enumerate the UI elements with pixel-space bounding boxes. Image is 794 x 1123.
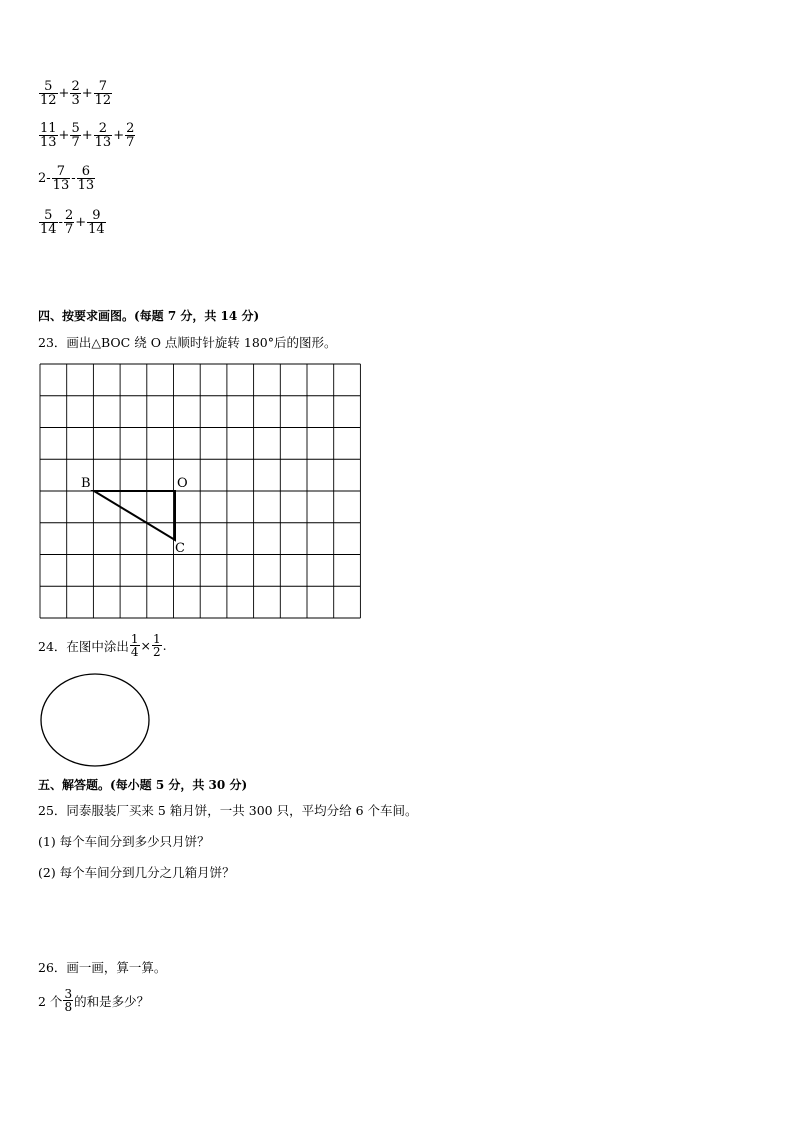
fraction-numerator: 2: [98, 121, 108, 136]
operator: +: [81, 128, 93, 143]
fraction-denominator: 4: [130, 645, 139, 659]
section-5-title: 五、解答题。(每小题 5 分，共 30 分): [38, 778, 248, 792]
operator: +: [58, 86, 70, 101]
section-4-title: 四、按要求画图。(每题 7 分，共 14 分): [38, 309, 260, 323]
fraction-denominator: 7: [126, 135, 135, 150]
question-25-part-1: (1) 每个车间分到多少只月饼？: [38, 834, 210, 849]
grid-lines: [40, 364, 360, 618]
fraction-denominator: 2: [153, 645, 161, 659]
question-24-prefix: 24．在图中涂出: [38, 638, 129, 654]
fraction-numerator: 3: [64, 987, 73, 1001]
fraction-numerator: 5: [44, 208, 53, 223]
operator: +: [58, 128, 70, 143]
circle-figure: [38, 672, 154, 770]
times-sign: ×: [140, 638, 152, 653]
question-25-part-2: (2) 每个车间分到几分之几箱月饼？: [38, 865, 235, 880]
fraction-denominator: 3: [71, 93, 80, 108]
triangle-boc: [94, 491, 175, 540]
question-24-suffix: .: [162, 638, 167, 653]
question-24: [38, 633, 167, 658]
fraction-denominator: 13: [40, 135, 57, 150]
fraction-denominator: 7: [64, 222, 74, 237]
fraction-numerator: 1: [153, 632, 161, 646]
fraction-numerator: 2: [126, 121, 135, 136]
fraction-denominator: 12: [94, 93, 112, 108]
fraction-numerator: 11: [40, 121, 57, 136]
fraction-denominator: 13: [52, 178, 70, 193]
fraction-numerator: 7: [98, 79, 108, 94]
operator: -: [58, 215, 63, 230]
fraction-numerator: 7: [56, 164, 66, 179]
operator: +: [81, 86, 93, 101]
fraction-numerator: 2: [64, 208, 74, 223]
question-26-suffix: 的和是多少？: [74, 993, 150, 1009]
question-26-prefix: 2 个: [38, 993, 63, 1009]
label-c: C: [175, 541, 185, 556]
fraction-denominator: 13: [77, 178, 95, 193]
fraction-numerator: 5: [44, 79, 53, 94]
question-26-prompt: [38, 988, 149, 1013]
fraction-numerator: 6: [81, 164, 91, 179]
fraction-denominator: 7: [71, 135, 80, 150]
fraction-numerator: 2: [71, 79, 80, 94]
fraction-denominator: 13: [94, 135, 112, 150]
operator: -: [71, 171, 76, 186]
fraction-numerator: 5: [71, 121, 80, 136]
fraction-numerator: 1: [130, 632, 139, 646]
fraction-denominator: 14: [40, 222, 57, 237]
label-o: O: [177, 476, 188, 491]
fraction-one-half: [152, 633, 162, 658]
label-b: B: [81, 476, 91, 491]
operator: +: [113, 128, 125, 143]
expression-text: 2-: [38, 171, 51, 186]
fraction-denominator: 12: [40, 93, 57, 108]
fraction-denominator: 14: [88, 222, 105, 237]
fraction-one-quarter: [130, 633, 140, 658]
question-23: 23．画出△BOC 绕 O 点顺时针旋转 180°后的图形。: [38, 335, 337, 350]
operator: +: [75, 215, 87, 230]
question-26: 26．画一画，算一算。: [38, 960, 167, 975]
fraction-numerator: 9: [92, 208, 101, 223]
fraction-denominator: 8: [64, 1000, 73, 1014]
question-25: 25．同泰服装厂买来 5 箱月饼，一共 300 只，平均分给 6 个车间。: [38, 803, 418, 818]
fraction-three-eighths: [63, 988, 73, 1013]
